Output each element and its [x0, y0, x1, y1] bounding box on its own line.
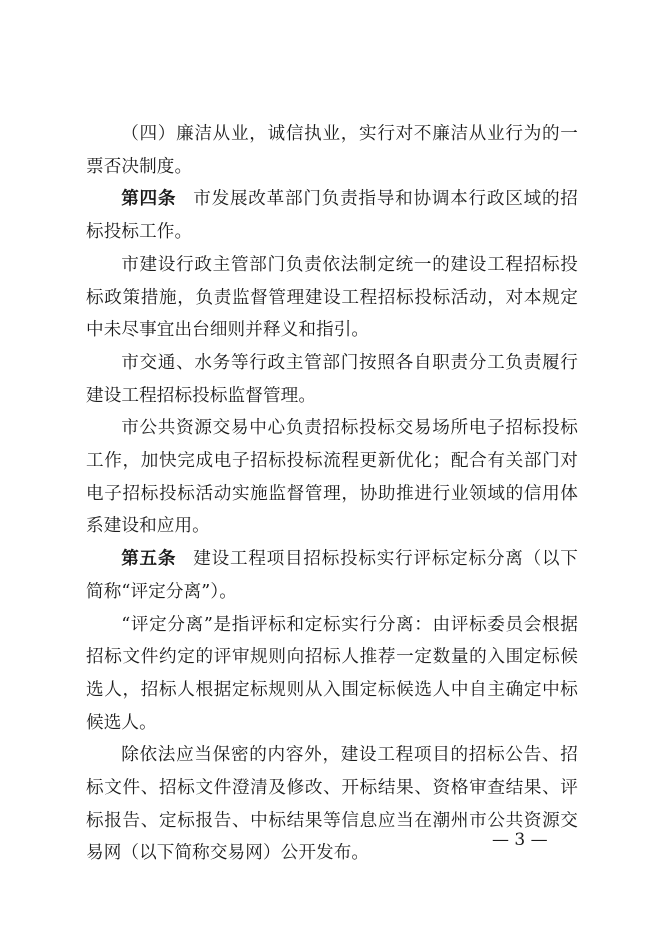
page-number: — 3 —: [492, 830, 548, 850]
paragraph-text: 建设工程项目招标投标实行评标定标分离（以下简称“评定分离”）。: [86, 549, 578, 602]
article-4-paragraph: [86, 183, 578, 248]
paragraph-text: 市交通、水务等行政主管部门按照各自职责分工负责履行建设工程招标投标监督管理。: [86, 352, 578, 406]
paragraph-3: [86, 249, 578, 347]
paragraph-text: 市发展改革部门负责指导和协调本行政区域的招标投标工作。: [86, 189, 578, 243]
article-label: 第四条: [121, 189, 177, 210]
paragraph-text: 市建设行政主管部门负责依法制定统一的建设工程招标投标政策措施，负责监督管理建设工程招标投标活动，对本规定中未尽事宜出台细则并释义和指引。: [86, 254, 578, 341]
paragraph-7: [86, 609, 578, 740]
paragraph-text: “评定分离”是指评标和定标实行分离：由评标委员会根据招标文件约定的评审规则向招标人推荐一定数量的入围定标候选人，招标人根据定标规则从入围定标候选人中自主确定中标候选人。: [86, 614, 578, 733]
paragraph-4: [86, 347, 578, 412]
document-body: [86, 118, 578, 870]
paragraph-text: （四）廉洁从业，诚信执业，实行对不廉洁从业行为的一票否决制度。: [86, 124, 578, 177]
article-5-paragraph: [86, 543, 578, 608]
paragraph-text: 市公共资源交易中心负责招标投标交易场所电子招标投标工作，加快完成电子招标投标流程更新优化；配合有关部门对电子招标投标活动实施监督管理，协助推进行业领域的信用体系建设和应用。: [86, 418, 578, 537]
paragraph-5: [86, 412, 578, 543]
article-label: 第五条: [121, 549, 177, 570]
paragraph-text: 除依法应当保密的内容外，建设工程项目的招标公告、招标文件、招标文件澄清及修改、开标结果、资格审查结果、评标报告、定标报告、中标结果等信息应当在潮州市公共资源交易网（以下简称交易网）公开发布。: [86, 745, 578, 864]
paragraph-1: [86, 118, 578, 183]
